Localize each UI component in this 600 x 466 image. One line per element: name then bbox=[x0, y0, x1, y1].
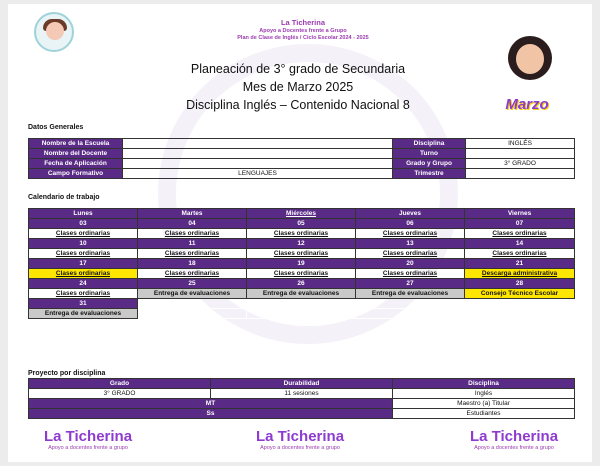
date-label: Fecha de Aplicación bbox=[29, 159, 123, 169]
shift-label: Turno bbox=[393, 149, 466, 159]
calendar-activity: Clases ordinarias bbox=[29, 269, 138, 279]
calendar-day-number: 19 bbox=[247, 259, 356, 269]
mt-label: MT bbox=[29, 399, 393, 409]
calendar-activity: Clases ordinarias bbox=[29, 229, 138, 239]
calendar-activity: Clases ordinarias bbox=[247, 269, 356, 279]
footer-brand-center bbox=[230, 428, 370, 451]
day-header-tuesday: Martes bbox=[138, 209, 247, 219]
ss-value: Estudiantes bbox=[393, 409, 575, 419]
footer-brand-left bbox=[18, 428, 158, 451]
calendar-activity: Entrega de evaluaciones bbox=[247, 289, 356, 299]
footer-tagline: Apoyo a docentes frente a grupo bbox=[260, 445, 340, 451]
calendar-day-number: 18 bbox=[138, 259, 247, 269]
calendar-activity: Clases ordinarias bbox=[247, 229, 356, 239]
project-grade-value: 3° GRADO bbox=[29, 389, 211, 399]
project-duration-value: 11 sesiones bbox=[211, 389, 393, 399]
calendar-empty-cell bbox=[356, 309, 465, 319]
calendar-day-number: 25 bbox=[138, 279, 247, 289]
calendar-activity: Clases ordinarias bbox=[138, 269, 247, 279]
footer-name: La Ticherina bbox=[43, 428, 133, 445]
calendar-day-number: 07 bbox=[465, 219, 575, 229]
document-header bbox=[158, 18, 448, 41]
grade-value: 3° GRADO bbox=[466, 159, 575, 169]
calendar-day-number: 03 bbox=[29, 219, 138, 229]
footer-brand-right bbox=[444, 428, 584, 451]
calendar-day-number: 12 bbox=[247, 239, 356, 249]
calendar-empty-cell bbox=[465, 309, 575, 319]
calendar-activity: Clases ordinarias bbox=[247, 249, 356, 259]
project-discipline-label: Disciplina bbox=[393, 379, 575, 389]
day-header-thursday: Jueves bbox=[356, 209, 465, 219]
mt-value: Maestro (a) Titular bbox=[393, 399, 575, 409]
title-line-2: Mes de Marzo 2025 bbox=[242, 80, 354, 94]
calendar-activity: Clases ordinarias bbox=[356, 249, 465, 259]
calendar-empty-cell bbox=[247, 299, 356, 309]
grade-label: Grado y Grupo bbox=[393, 159, 466, 169]
brand-name: La Ticherina bbox=[280, 18, 326, 27]
footer-tagline: Apoyo a docentes frente a grupo bbox=[474, 445, 554, 451]
calendar-activity: Entrega de evaluaciones bbox=[29, 309, 138, 319]
term-label: Trimestre bbox=[393, 169, 466, 179]
calendar-empty-cell bbox=[356, 299, 465, 309]
teacher-value bbox=[123, 149, 393, 159]
school-label: Nombre de la Escuela bbox=[29, 139, 123, 149]
calendar-day-number: 06 bbox=[356, 219, 465, 229]
calendar-day-number: 27 bbox=[356, 279, 465, 289]
ticherina-logo-icon bbox=[34, 12, 74, 52]
footer-name: La Ticherina bbox=[469, 428, 559, 445]
calendar-day-number: 14 bbox=[465, 239, 575, 249]
page-title bbox=[98, 60, 498, 114]
plan-line: Plan de Clase de Inglés / Ciclo Escolar 2024 - 2025 bbox=[237, 35, 369, 41]
calendar-day-number: 04 bbox=[138, 219, 247, 229]
calendar-empty-cell bbox=[247, 309, 356, 319]
brand-subtitle: Apoyo a Docentes frente a Grupo bbox=[259, 28, 347, 34]
teacher-avatar-icon bbox=[500, 32, 560, 90]
calendar-activity: Clases ordinarias bbox=[29, 249, 138, 259]
month-badge: Marzo bbox=[505, 96, 549, 113]
calendar-activity: Clases ordinarias bbox=[356, 229, 465, 239]
calendar-day-number: 24 bbox=[29, 279, 138, 289]
calendar-empty-cell bbox=[138, 299, 247, 309]
title-line-3: Disciplina Inglés – Contenido Nacional 8 bbox=[186, 98, 410, 112]
date-value bbox=[123, 159, 393, 169]
calendar-day-number: 05 bbox=[247, 219, 356, 229]
calendar-day-number: 10 bbox=[29, 239, 138, 249]
day-header-monday: Lunes bbox=[29, 209, 138, 219]
calendar-day-number: 31 bbox=[29, 299, 138, 309]
calendar-activity: Consejo Técnico Escolar bbox=[465, 289, 575, 299]
ss-label: Ss bbox=[29, 409, 393, 419]
calendar-empty-cell bbox=[465, 299, 575, 309]
calendar-day-number: 26 bbox=[247, 279, 356, 289]
calendar-table bbox=[28, 208, 575, 319]
day-header-wednesday: Miércoles bbox=[247, 209, 356, 219]
footer-name: La Ticherina bbox=[255, 428, 345, 445]
calendar-day-number: 13 bbox=[356, 239, 465, 249]
teacher-label: Nombre del Docente bbox=[29, 149, 123, 159]
calendar-day-number: 11 bbox=[138, 239, 247, 249]
calendar-day-number: 17 bbox=[29, 259, 138, 269]
calendar-activity: Clases ordinarias bbox=[29, 289, 138, 299]
term-value bbox=[466, 169, 575, 179]
calendar-activity: Clases ordinarias bbox=[356, 269, 465, 279]
calendar-activity: Entrega de evaluaciones bbox=[138, 289, 247, 299]
title-line-1: Planeación de 3° grado de Secundaria bbox=[190, 62, 406, 76]
discipline-label: Disciplina bbox=[393, 139, 466, 149]
footer-tagline: Apoyo a docentes frente a grupo bbox=[48, 445, 128, 451]
general-data-table bbox=[28, 138, 575, 179]
project-discipline-value: Inglés bbox=[393, 389, 575, 399]
calendar-activity: Descarga administrativa bbox=[465, 269, 575, 279]
project-duration-label: Durabilidad bbox=[211, 379, 393, 389]
calendar-activity: Clases ordinarias bbox=[138, 229, 247, 239]
section-title-general: Datos Generales bbox=[28, 124, 84, 131]
calendar-empty-cell bbox=[138, 309, 247, 319]
field-value: LENGUAJES bbox=[123, 169, 393, 179]
calendar-activity: Clases ordinarias bbox=[465, 229, 575, 239]
school-value bbox=[123, 139, 393, 149]
calendar-activity: Entrega de evaluaciones bbox=[356, 289, 465, 299]
calendar-activity: Clases ordinarias bbox=[138, 249, 247, 259]
section-title-calendar: Calendario de trabajo bbox=[28, 194, 100, 201]
project-table bbox=[28, 378, 575, 419]
section-title-project: Proyecto por disciplina bbox=[28, 370, 106, 377]
calendar-activity: Clases ordinarias bbox=[465, 249, 575, 259]
discipline-value: INGLÉS bbox=[466, 139, 575, 149]
day-header-friday: Viernes bbox=[465, 209, 575, 219]
shift-value bbox=[466, 149, 575, 159]
calendar-day-number: 28 bbox=[465, 279, 575, 289]
planning-page bbox=[8, 4, 592, 462]
calendar-day-number: 20 bbox=[356, 259, 465, 269]
field-label: Campo Formativo bbox=[29, 169, 123, 179]
project-grade-label: Grado bbox=[29, 379, 211, 389]
calendar-day-number: 21 bbox=[465, 259, 575, 269]
